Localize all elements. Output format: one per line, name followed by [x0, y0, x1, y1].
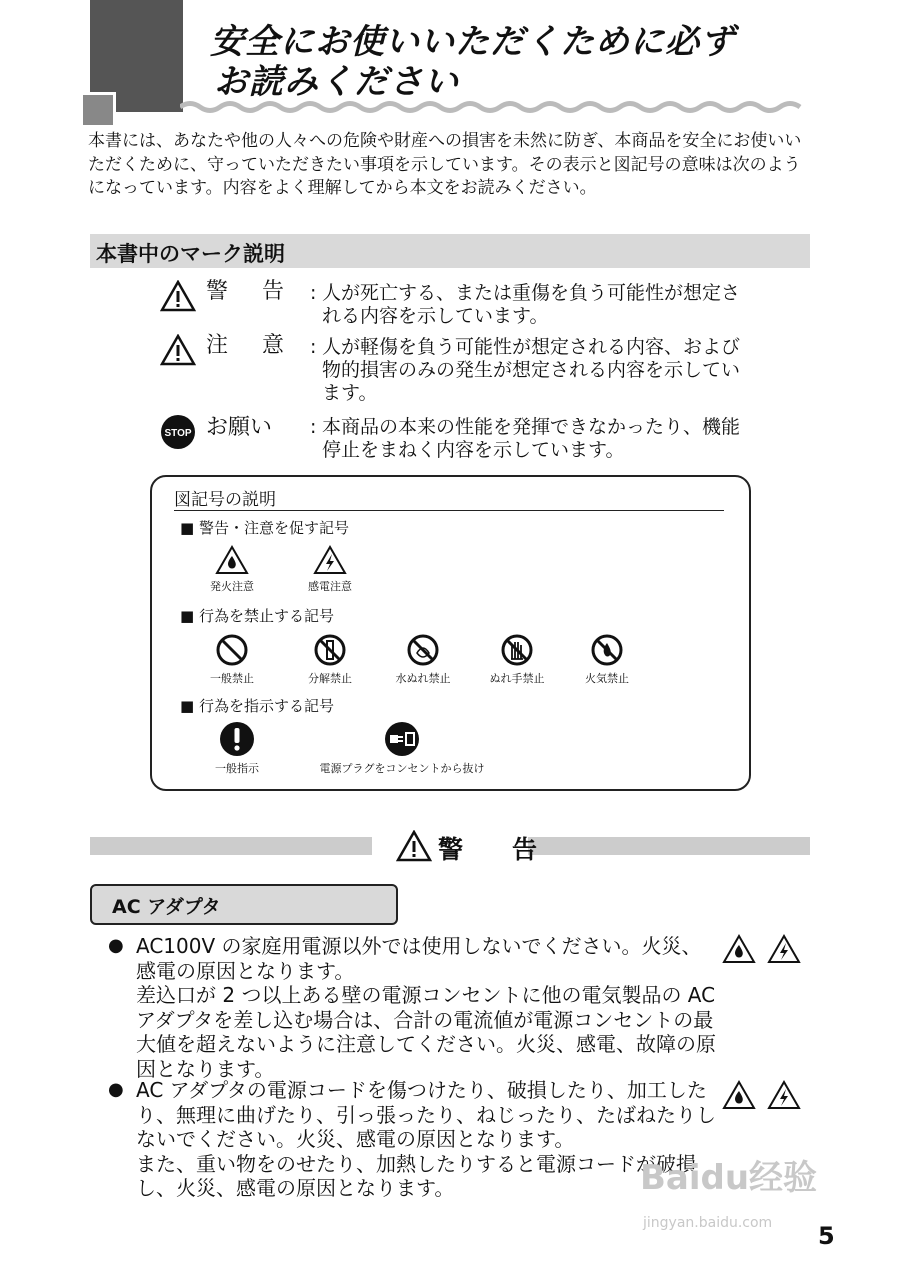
- fire-caution-icon: [722, 1080, 756, 1110]
- symbol-caption: 感電注意: [308, 580, 352, 593]
- mark-row-warning: 警 告 : 人が死亡する、または重傷を負う可能性が想定される内容を示しています。: [160, 280, 196, 318]
- bullet-text: AC100V の家庭用電源以外では使用しないでください。火災、感電の原因となります。 差込口が 2 つ以上ある壁の電源コンセントに他の電気製品の AC アダプタを差し込む場合は、合計の電流値が電源コンセントの最大値を超えないように注意してください。火災、感電、故障の原因となります。: [136, 934, 716, 1081]
- mark-desc-request: 本商品の本来の性能を発揮できなかったり、機能停止をまねく内容を示しています。: [322, 416, 741, 461]
- mark-label-request: お願い: [206, 415, 273, 440]
- symbol-caption: 一般指示: [215, 762, 259, 775]
- watermark-brand: Baidu经验: [640, 1158, 818, 1198]
- ac-adapter-tab: [90, 884, 398, 925]
- symbol-caption: 電源プラグをコンセントから抜け: [319, 762, 485, 775]
- no-fire-icon: [590, 633, 624, 667]
- symbols-box-title: 図記号の説明: [174, 490, 276, 510]
- electric-shock-caution-icon: [767, 1080, 801, 1110]
- group-heading-instruct: ■ 行為を指示する記号: [180, 697, 334, 715]
- electric-shock-caution-icon: [313, 545, 347, 575]
- symbol-caption: 分解禁止: [308, 672, 352, 685]
- mark-label-warning: 警 告: [206, 279, 291, 304]
- symbol-no-fire: [562, 633, 652, 686]
- bullet-dot: ●: [108, 1079, 124, 1100]
- page-title: [210, 22, 735, 102]
- general-instruction-icon: [219, 721, 255, 757]
- symbol-caption: ぬれ手禁止: [489, 672, 545, 685]
- general-prohibition-icon: [215, 633, 249, 667]
- bullet-dot: ●: [108, 935, 124, 956]
- page-number: 5: [818, 1222, 835, 1250]
- warning-header-label: 警 告: [438, 835, 550, 864]
- symbol-no-wet-hands: [472, 633, 562, 686]
- symbol-general-prohibition: [187, 633, 277, 686]
- ac-adapter-tab-label: AC アダプタ: [112, 896, 221, 918]
- page-title-line1: 安全にお使いいただくために必ず: [210, 22, 735, 62]
- symbol-unplug: [302, 721, 502, 776]
- warning-header-bar-left: [90, 837, 372, 855]
- electric-shock-caution-icon: [767, 934, 801, 964]
- mark-row-caution: 注 意 : 人が軽傷を負う可能性が想定される内容、および物的損害のみの発生が想定される内容を示しています。: [160, 334, 196, 372]
- symbol-no-disassembly: [285, 633, 375, 686]
- bullet-text: AC アダプタの電源コードを傷つけたり、破損したり、加工したり、無理に曲げたり、引っ張ったり、ねじったり、たばねたりしないでください。火災、感電の原因となります。 また、重い物をのせたり、加熱したりすると電源コードが破損し、火災、感電の原因となります。: [136, 1078, 716, 1200]
- warning-triangle-icon: [396, 830, 432, 862]
- watermark-url: jingyan.baidu.com: [643, 1215, 773, 1231]
- no-water-icon: [406, 633, 440, 667]
- mark-label-caution: 注 意: [206, 333, 291, 358]
- symbol-fire-caution: [187, 545, 277, 594]
- group-heading-caution: ■ 警告・注意を促す記号: [180, 519, 349, 537]
- bullet-icons: [722, 934, 801, 968]
- bullet-icons: [722, 1080, 801, 1114]
- warning-header-bar-right: [528, 837, 810, 855]
- mark-desc-caution: 人が軽傷を負う可能性が想定される内容、および物的損害のみの発生が想定される内容を示しています。: [322, 336, 741, 404]
- stop-icon: [160, 414, 196, 450]
- symbol-caption: 水ぬれ禁止: [395, 672, 451, 685]
- symbol-caption: 発火注意: [210, 580, 254, 593]
- no-disassembly-icon: [313, 633, 347, 667]
- symbols-box-divider: [174, 510, 724, 511]
- fire-caution-icon: [722, 934, 756, 964]
- mark-row-request: STOP お願い : 本商品の本来の性能を発揮できなかったり、機能停止をまねく内容を示しています。: [160, 414, 196, 456]
- title-square-decoration: [80, 92, 116, 128]
- marks-section-heading: 本書中のマーク説明: [96, 242, 285, 266]
- symbol-caption: 火気禁止: [585, 672, 629, 685]
- group-heading-prohibit: ■ 行為を禁止する記号: [180, 607, 334, 625]
- intro-text: 本書には、あなたや他の人々への危険や財産への損害を未然に防ぎ、本商品を安全にお使いいただくために、守っていただきたい事項を示しています。その表示と図記号の意味は次のようになっています。内容をよく理解してから本文をお読みください。: [88, 131, 802, 198]
- fire-caution-icon: [215, 545, 249, 575]
- caution-triangle-icon: [160, 334, 196, 366]
- page-title-line2: お読みください: [214, 62, 459, 102]
- no-wet-hands-icon: [500, 633, 534, 667]
- stop-icon-text: STOP: [164, 428, 192, 439]
- warning-triangle-icon: [160, 280, 196, 312]
- wave-divider: [180, 100, 810, 114]
- unplug-icon: [384, 721, 420, 757]
- symbols-box: [150, 475, 751, 791]
- mark-desc-warning: 人が死亡する、または重傷を負う可能性が想定される内容を示しています。: [322, 282, 741, 327]
- symbol-caption: 一般禁止: [210, 672, 254, 685]
- symbol-no-water: [378, 633, 468, 686]
- symbol-general-instruction: [192, 721, 282, 776]
- symbol-shock-caution: [285, 545, 375, 594]
- marks-section-heading-bar: [90, 234, 810, 268]
